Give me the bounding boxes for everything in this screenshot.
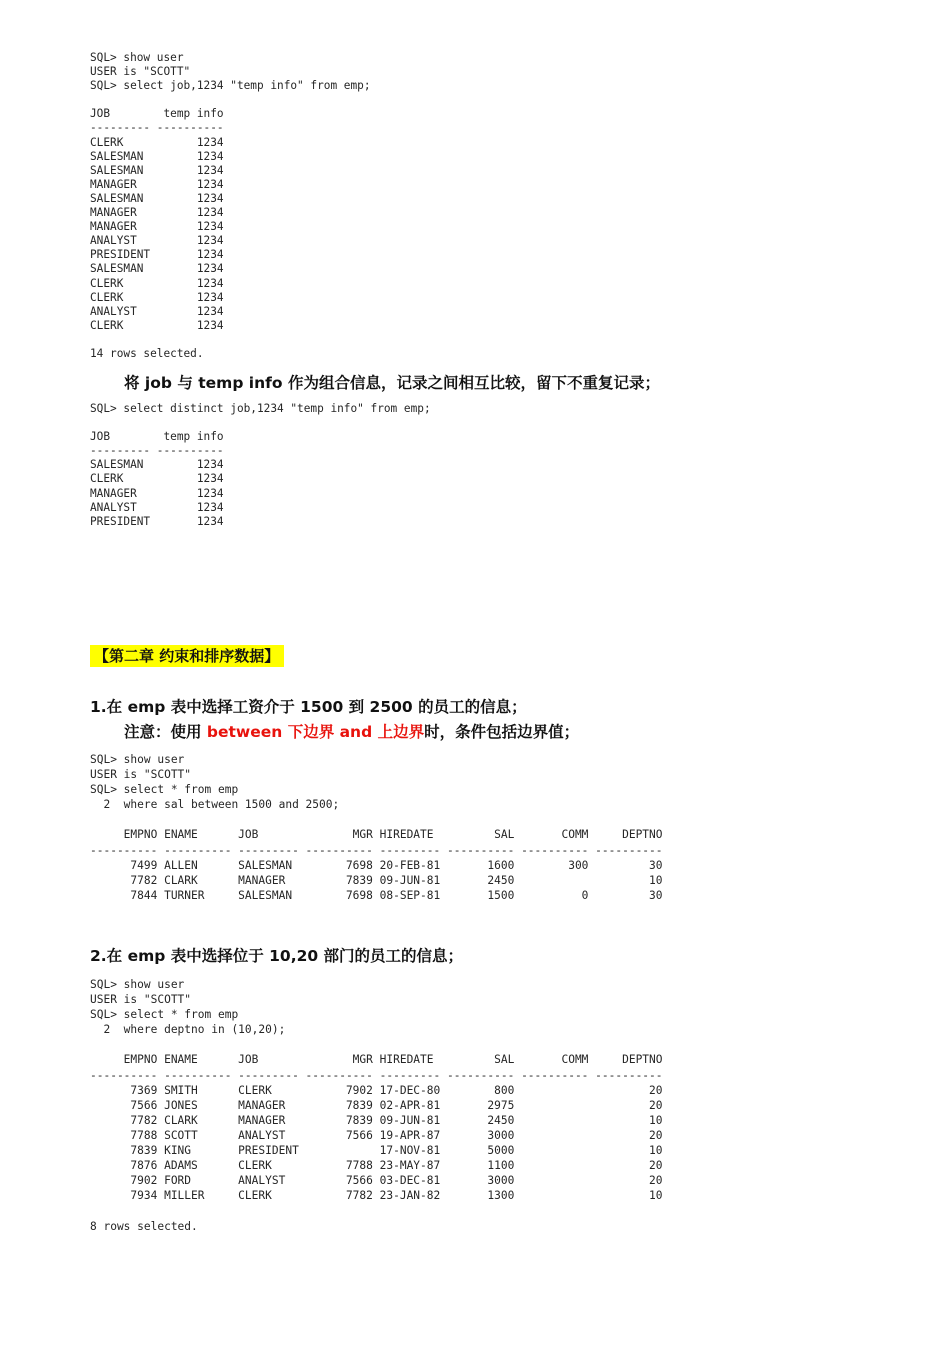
sql-output-text-2: SQL> select distinct job,1234 "temp info" from emp; JOB temp info --------- ---------- SALESMAN 1234 CLERK 1234 MANAGER 1234 ANALYST 1234 PRESIDENT 1234 (90, 402, 431, 528)
note-prefix: 注意：使用 (124, 723, 207, 741)
sql-output-text-1: SQL> show user USER is "SCOTT" SQL> select job,1234 "temp info" from emp; JOB temp info --------- ---------- CLERK 1234 SALESMAN 1234 SALESMAN 1234 MANAGER 1234 SALESMAN 1234 MANAGER 1234 MANAGER 1234 ANALYST 1234 PRESIDENT 1234 SALESMAN 1234 CLERK 1234 CLERK 1234 ANALYST 1234 CLERK 1234 14 rows selected. (90, 51, 371, 360)
chapter-heading: 【第二章 约束和排序数据】 (90, 645, 284, 667)
question-2-title: 2.在 emp 表中选择位于 10,20 部门的员工的信息； (90, 947, 464, 965)
sql-output-text-3: SQL> show user USER is "SCOTT" SQL> select * from emp 2 where sal between 1500 and 2500; EMPNO ENAME JOB MGR HIREDATE SAL COMM DEPTNO ---------- ---------- --------- ---------- --------- ---------- ---------- ---------- 7499 ALLEN SALESMAN 7698 20-FEB-81 1600 300 30 7782 CLARK MANAGER 7839 09-JUN-81 2450 10 7844 TURNER SALESMAN 7698 08-SEP-81 1500 0 30 (90, 753, 663, 902)
sql-output-block-4 (90, 977, 663, 1234)
question-1-title: 1.在 emp 表中选择工资介于 1500 到 2500 的员工的信息； (90, 698, 527, 716)
sql-output-block-3 (90, 752, 663, 903)
sql-output-block-1 (90, 51, 371, 361)
note-highlight: between 下边界 and 上边界 (206, 723, 425, 741)
sql-output-text-4: SQL> show user USER is "SCOTT" SQL> select * from emp 2 where deptno in (10,20); EMPNO ENAME JOB MGR HIREDATE SAL COMM DEPTNO ---------- ---------- --------- ---------- --------- ---------- ---------- ---------- 7369 SMITH CLERK 7902 17-DEC-80 800 20 7566 JONES MANAGER 7839 02-APR-81 2975 20 7782 CLARK MANAGER 7839 09-JUN-81 2450 10 7788 SCOTT ANALYST 7566 19-APR-87 3000 20 7839 KING PRESIDENT 17-NOV-81 5000 10 7876 ADAMS CLERK 7788 23-MAY-87 1100 20 7902 FORD ANALYST 7566 03-DEC-81 3000 20 7934 MILLER CLERK 7782 23-JAN-82 1300 10 8 rows selected. (90, 978, 663, 1233)
question-1-note (124, 722, 579, 742)
note-distinct: 将 job 与 temp info 作为组合信息，记录之间相互比较，留下不重复记录； (124, 374, 660, 392)
sql-output-block-2 (90, 402, 431, 529)
note-suffix: 时，条件包括边界值； (424, 723, 580, 741)
